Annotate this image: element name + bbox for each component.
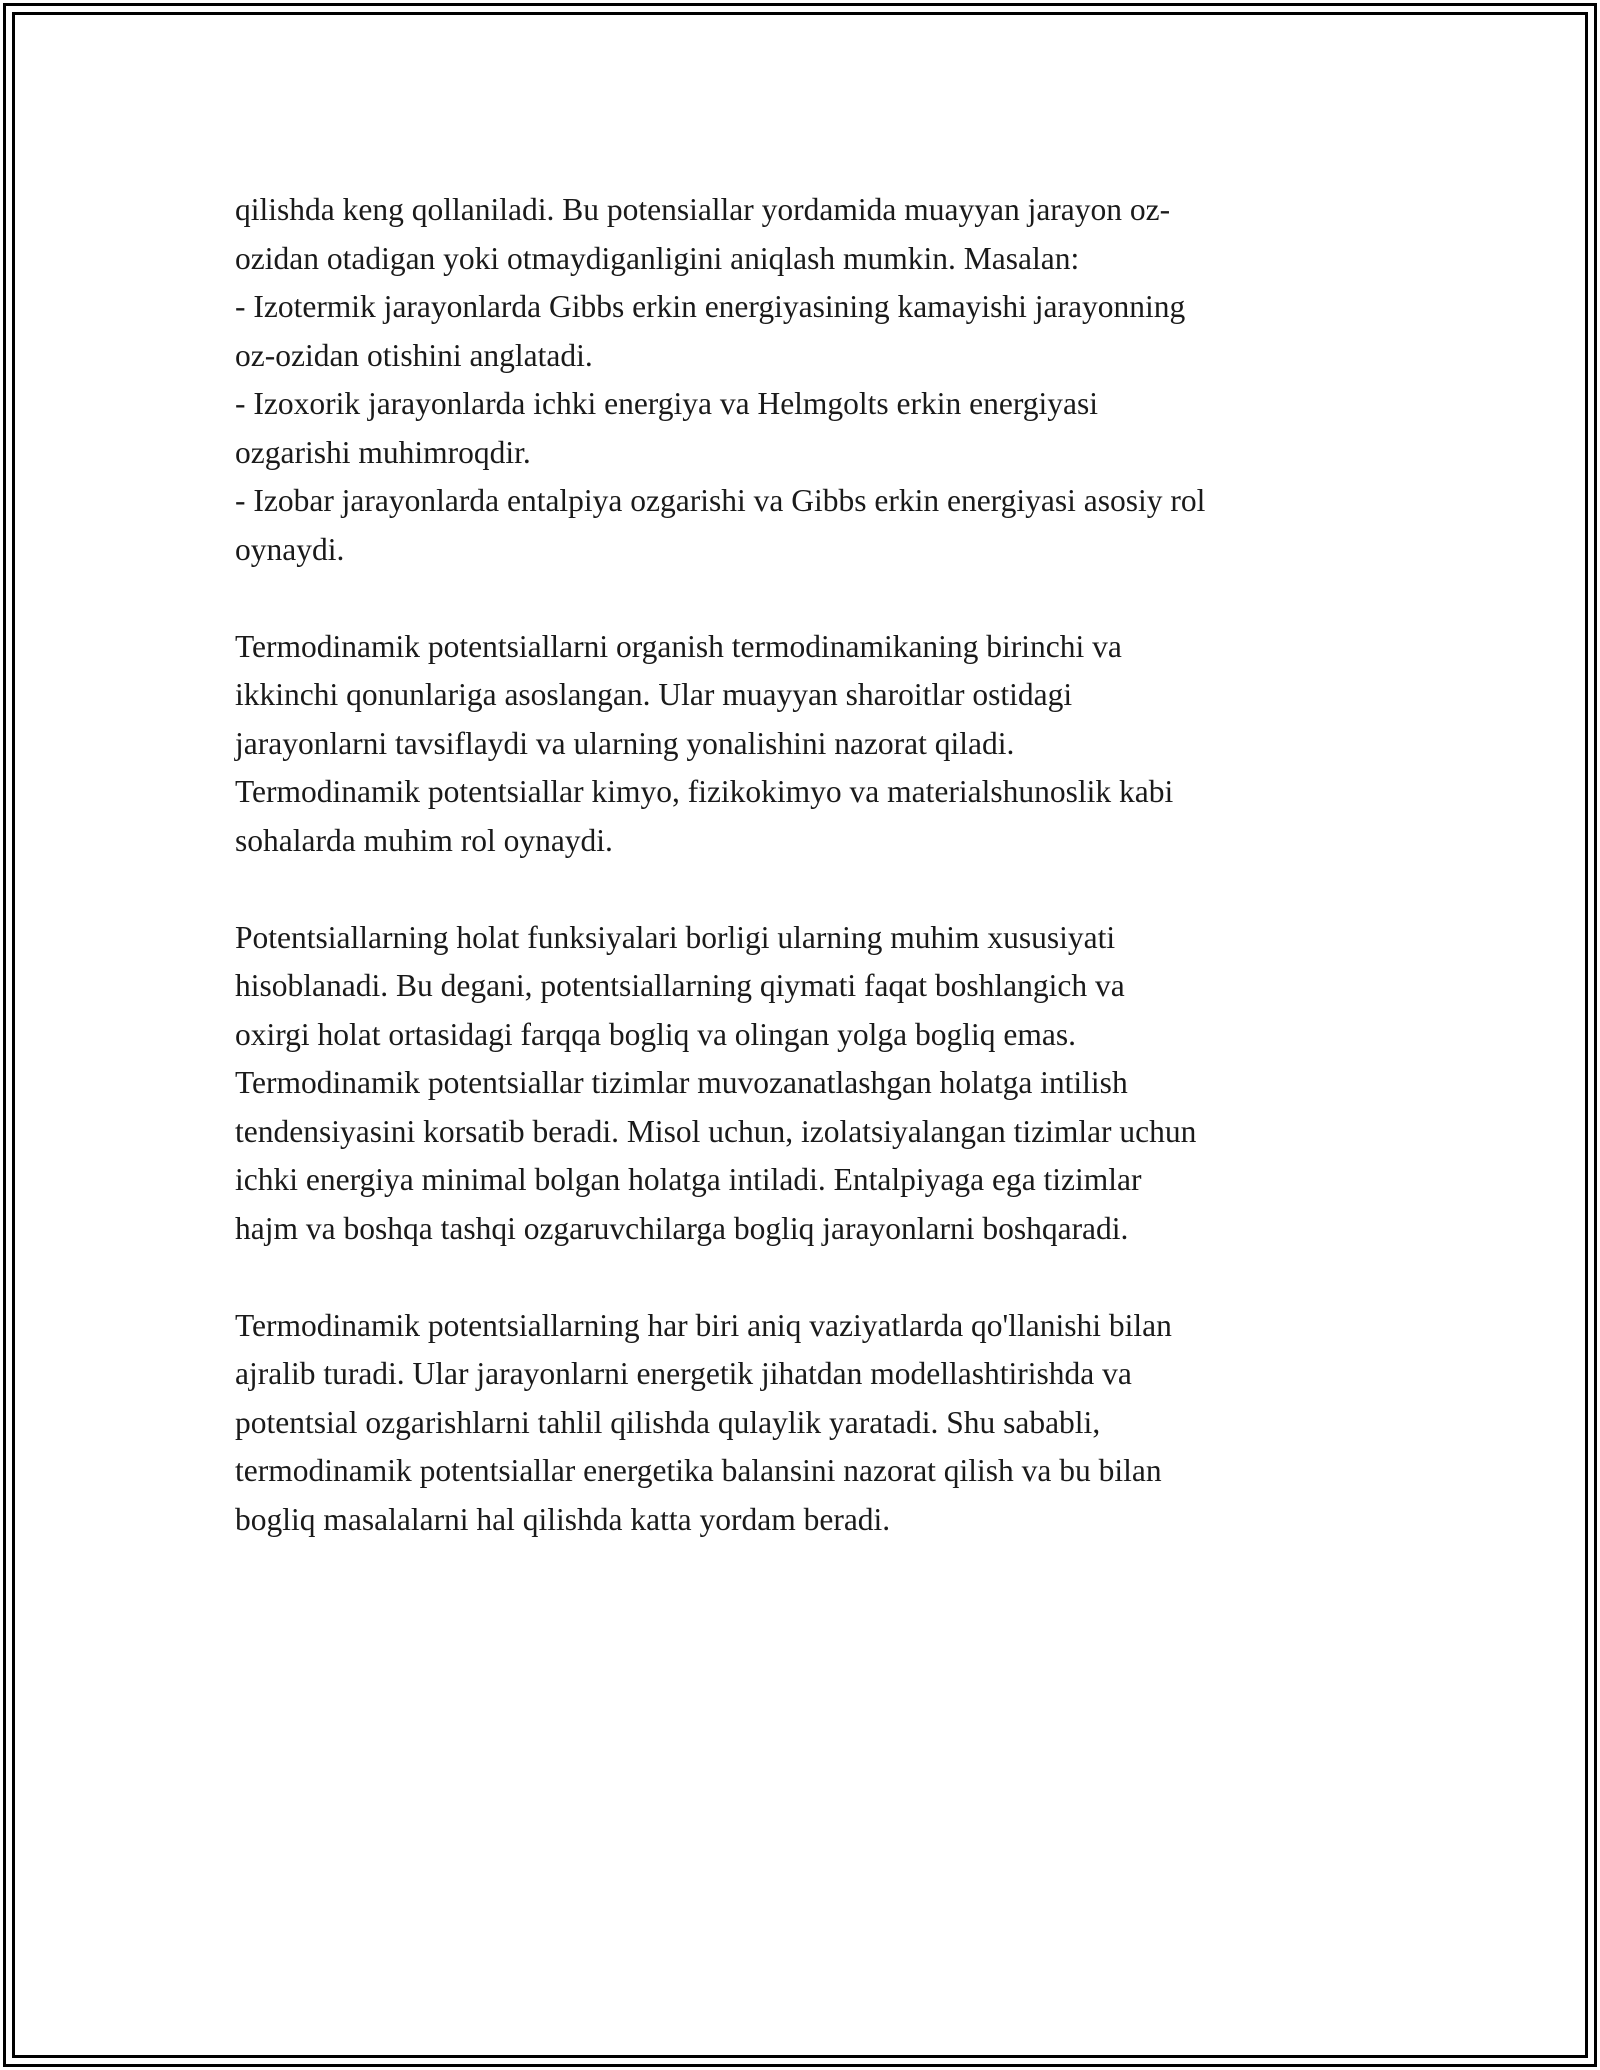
text-line: hajm va boshqa tashqi ozgaruvchilarga bogliq jarayonlarni boshqaradi.	[235, 1210, 1129, 1246]
text-line: Termodinamik potentsiallarning har biri aniq vaziyatlarda qo'llanishi bilan	[235, 1307, 1172, 1343]
text-line: bogliq masalalarni hal qilishda katta yordam beradi.	[235, 1501, 891, 1537]
text-line: Termodinamik potentsiallarni organish termodinamikaning birinchi va	[235, 628, 1122, 664]
text-line: oxirgi holat ortasidagi farqqa bogliq va olingan yolga bogliq emas.	[235, 1016, 1076, 1052]
text-line: ozgarishi muhimroqdir.	[235, 434, 531, 470]
text-line: Termodinamik potentsiallar kimyo, fizikokimyo va materialshunoslik kabi	[235, 774, 1174, 809]
text-line: ajralib turadi. Ular jarayonlarni energetik jihatdan modellashtirishda va	[235, 1356, 1132, 1391]
text-line: termodinamik potentsiallar energetika balansini nazorat qilish va bu bilan	[235, 1453, 1162, 1488]
text-line: potentsial ozgarishlarni tahlil qilishda qulaylik yaratadi. Shu sababli,	[235, 1404, 1101, 1440]
text-line: tendensiyasini korsatib beradi. Misol uchun, izolatsiyalangan tizimlar uchun	[235, 1113, 1197, 1149]
paragraph	[235, 186, 1395, 574]
text-line: ichki energiya minimal bolgan holatga intiladi. Entalpiyaga ega tizimlar	[235, 1162, 1142, 1197]
paragraph	[235, 623, 1395, 866]
paragraph	[235, 914, 1395, 1254]
text-line: Termodinamik potentsiallar tizimlar muvozanatlashgan holatga intilish	[235, 1065, 1128, 1100]
text-line: - Izobar jarayonlarda entalpiya ozgarishi va Gibbs erkin energiyasi asosiy rol	[235, 483, 1206, 518]
text-line: Potentsiallarning holat funksiyalari borligi ularning muhim xususiyati	[235, 919, 1116, 955]
text-line: - Izotermik jarayonlarda Gibbs erkin energiyasining kamayishi jarayonning	[235, 289, 1186, 324]
text-line: jarayonlarni tavsiflaydi va ularning yonalishini nazorat qiladi.	[235, 725, 1015, 761]
paragraph	[235, 1302, 1395, 1545]
text-line: ozidan otadigan yoki otmaydiganligini aniqlash mumkin. Masalan:	[235, 240, 1080, 276]
text-line: - Izoxorik jarayonlarda ichki energiya va Helmgolts erkin energiyasi	[235, 386, 1099, 421]
document-body	[235, 186, 1395, 1593]
text-line: qilishda keng qollaniladi. Bu potensiallar yordamida muayyan jarayon oz-	[235, 192, 1171, 227]
text-line: oynaydi.	[235, 531, 345, 567]
text-line: sohalarda muhim rol oynaydi.	[235, 822, 613, 858]
text-line: ikkinchi qonunlariga asoslangan. Ular muayyan sharoitlar ostidagi	[235, 677, 1073, 712]
text-line: hisoblanadi. Bu degani, potentsiallarning qiymati faqat boshlangich va	[235, 968, 1125, 1003]
text-line: oz-ozidan otishini anglatadi.	[235, 337, 593, 373]
